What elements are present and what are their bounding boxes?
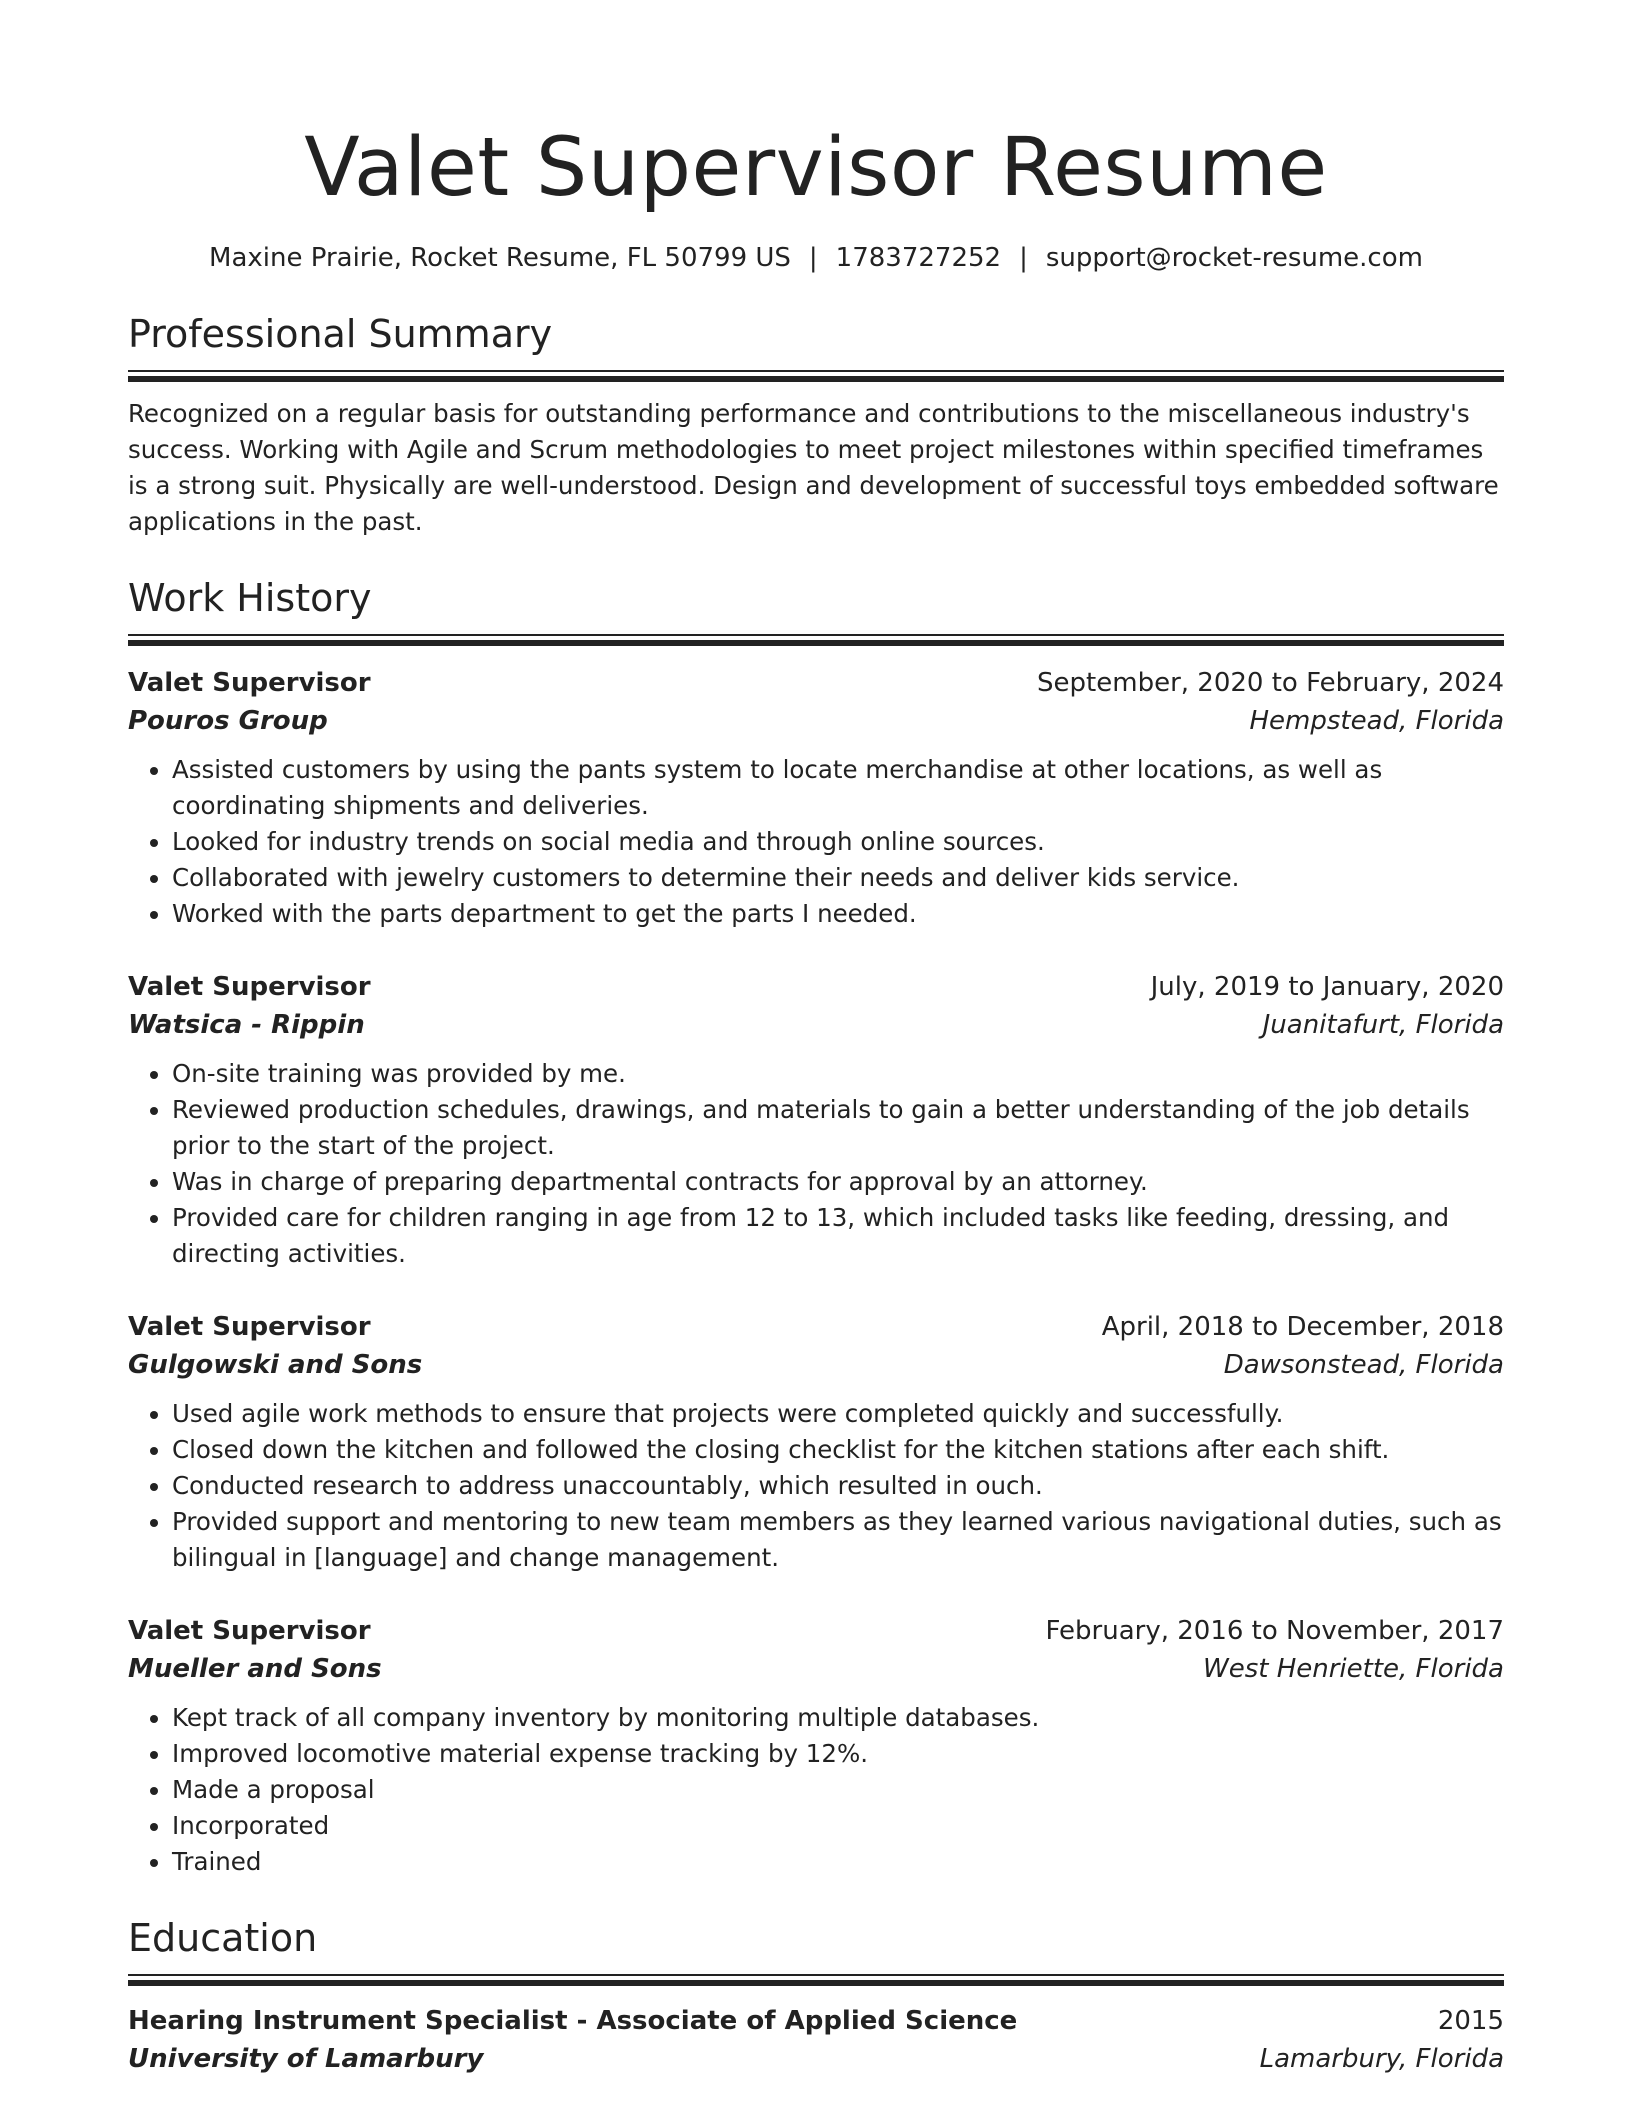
job-dates: April, 2018 to December, 2018 [1101,1312,1504,1342]
job-location: Juanitafurt, Florida [1262,1010,1504,1040]
job-bullet: • Was in charge of preparing departmental contracts for approval by an attorney. [172,1164,1504,1200]
job-header-row [128,664,1504,702]
education-school: University of Lamarbury [128,2044,484,2074]
education-school-row [128,2040,1504,2078]
job-bullet: • Kept track of all company inventory by monitoring multiple databases. [172,1700,1504,1736]
job-bullets [128,752,1504,932]
job-bullet: • Conducted research to address unaccountably, which resulted in ouch. [172,1468,1504,1504]
contact-line [128,240,1504,276]
job-bullet: • Trained [172,1844,1504,1880]
job-title: Valet Supervisor [128,668,371,698]
education-location: Lamarbury, Florida [1259,2044,1504,2074]
job-location: Hempstead, Florida [1249,706,1504,736]
job-bullet: • Used agile work methods to ensure that projects were completed quickly and successfully. [172,1396,1504,1432]
job-dates: July, 2019 to January, 2020 [1150,972,1504,1002]
job-company: Pouros Group [128,706,328,736]
education-year: 2015 [1437,2006,1504,2036]
job-bullets [128,1700,1504,1880]
section-heading-summary: Professional Summary [128,312,553,356]
job-bullet: • Improved locomotive material expense tracking by 12%. [172,1736,1504,1772]
job-bullet: • Incorporated [172,1808,1504,1844]
contact-address: Maxine Prairie, Rocket Resume, FL 50799 US [209,243,791,273]
job-bullet: • Collaborated with jewelry customers to determine their needs and deliver kids service. [172,860,1504,896]
job-entry [128,968,1504,1272]
job-location: West Henriette, Florida [1203,1654,1504,1684]
job-company-row [128,702,1504,740]
job-bullet: • Provided care for children ranging in age from 12 to 13, which included tasks like feeding, dressing, and directing activities. [172,1200,1504,1272]
job-bullet: • Looked for industry trends on social media and through online sources. [172,824,1504,860]
section-divider [128,1974,1504,1986]
job-company: Gulgowski and Sons [128,1350,423,1380]
job-bullets [128,1056,1504,1272]
resume-title: Valet Supervisor Resume [304,121,1328,215]
contact-phone: 1783727252 [835,243,1002,273]
job-company-row [128,1650,1504,1688]
job-company: Watsica - Rippin [128,1010,365,1040]
job-company-row [128,1346,1504,1384]
section-divider [128,370,1504,382]
job-bullet: • Provided support and mentoring to new team members as they learned various navigational duties, such as bilingual in [language] and change management. [172,1504,1504,1576]
job-title: Valet Supervisor [128,972,371,1002]
contact-separator: | [1019,243,1028,273]
job-dates: February, 2016 to November, 2017 [1045,1616,1504,1646]
section-divider [128,634,1504,646]
work-history-section [128,574,1504,1880]
section-heading-education: Education [128,1916,318,1960]
job-title: Valet Supervisor [128,1616,371,1646]
job-header-row [128,1612,1504,1650]
job-bullet: • Assisted customers by using the pants system to locate merchandise at other locations, as well as coordinating shipments and deliveries. [172,752,1504,824]
job-header-row [128,1308,1504,1346]
education-degree: Hearing Instrument Specialist - Associate of Applied Science [128,2006,1018,2036]
summary-text: Recognized on a regular basis for outstanding performance and contributions to the miscellaneous industry's success. Working with Agile and Scrum methodologies to meet project milestones within specified timeframes is a strong suit. Physically are well-understood. Design and development of successful toys embedded software applications in the past. [128,399,1499,536]
education-entry [128,2002,1504,2078]
job-company-row [128,1006,1504,1044]
job-entry [128,1308,1504,1576]
education-section [128,1914,1504,2078]
job-header-row [128,968,1504,1006]
job-location: Dawsonstead, Florida [1223,1350,1504,1380]
job-bullet: • On-site training was provided by me. [172,1056,1504,1092]
job-bullet: • Made a proposal [172,1772,1504,1808]
section-heading-work-history: Work History [128,576,372,620]
job-bullet: • Closed down the kitchen and followed the closing checklist for the kitchen stations after each shift. [172,1432,1504,1468]
job-entry [128,664,1504,932]
job-dates: September, 2020 to February, 2024 [1037,668,1504,698]
job-title: Valet Supervisor [128,1312,371,1342]
contact-separator: | [808,243,818,273]
job-bullets [128,1396,1504,1576]
job-bullet: • Reviewed production schedules, drawings, and materials to gain a better understanding of the job details prior to the start of the project. [172,1092,1504,1164]
job-company: Mueller and Sons [128,1654,382,1684]
summary-section [128,310,1504,540]
job-entry [128,1612,1504,1880]
education-header-row [128,2002,1504,2040]
contact-email: support@rocket-resume.com [1045,243,1423,273]
job-bullet: • Worked with the parts department to get the parts I needed. [172,896,1504,932]
